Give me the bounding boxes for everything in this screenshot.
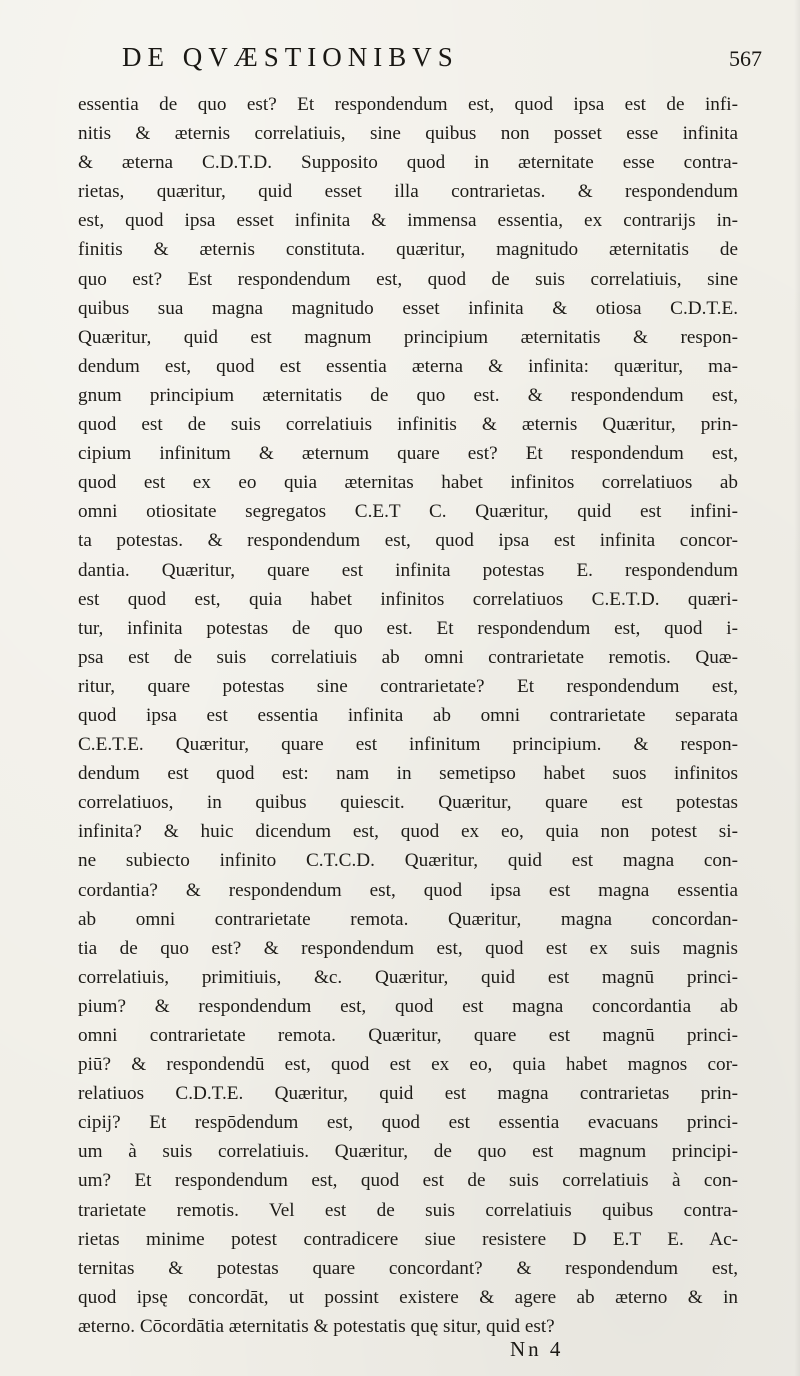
text-line: finitis & æternis constituta. quæritur, magnitudo æternitatis de xyxy=(78,239,738,261)
running-head xyxy=(122,38,762,78)
text-line: quod est de suis correlatiuis infinitis & æternis Quæritur, prin- xyxy=(78,414,738,436)
text-line: piū? & respondendū est, quod est ex eo, quia habet magnos cor- xyxy=(78,1054,738,1076)
text-line: dantia. Quæritur, quare est infinita potestas E. respondendum xyxy=(78,559,738,581)
text-line: um? Et respondendum est, quod est de suis correlatiuis à con- xyxy=(78,1170,738,1192)
text-line: correlatiuis, primitiuis, &c. Quæritur, quid est magnū princi- xyxy=(78,966,738,988)
text-line: cordantia? & respondendum est, quod ipsa est magna essentia xyxy=(78,879,738,901)
text-line: um à suis correlatiuis. Quæritur, de quo est magnum principi- xyxy=(78,1141,738,1163)
text-line: quod ipsę concordāt, ut possint existere & agere ab æterno & in xyxy=(78,1286,738,1308)
running-title: DE QVÆSTIONIBVS xyxy=(122,42,459,72)
text-line: & æterna C.D.T.D. Supposito quod in æternitate esse contra- xyxy=(78,152,738,174)
text-line: trarietate remotis. Vel est de suis correlatiuis quibus contra- xyxy=(78,1199,738,1221)
text-line: ab omni contrarietate remota. Quæritur, magna concordan- xyxy=(78,908,738,930)
text-line: cipium infinitum & æternum quare est? Et respondendum est, xyxy=(78,443,738,465)
text-line: omni otiositate segregatos C.E.T C. Quæritur, quid est infini- xyxy=(78,501,738,523)
catchword: Nn 4 xyxy=(510,1337,564,1361)
text-line: est, quod ipsa esset infinita & immensa essentia, ex contrarijs in- xyxy=(78,210,738,232)
text-line: tia de quo est? & respondendum est, quod est ex suis magnis xyxy=(78,937,738,959)
text-line: æterno. Cōcordātia æternitatis & potestatis quę situr, quid est? xyxy=(78,1315,555,1337)
page-number: 567 xyxy=(729,46,762,71)
text-line: est quod est, quia habet infinitos correlatiuos C.E.T.D. quæri- xyxy=(78,588,738,610)
text-line: ta potestas. & respondendum est, quod ipsa est infinita concor- xyxy=(78,530,738,552)
body-text xyxy=(78,90,738,1341)
text-line: omni contrarietate remota. Quæritur, quare est magnū princi- xyxy=(78,1025,738,1046)
text-line: quo est? Est respondendum est, quod de suis correlatiuis, sine xyxy=(78,268,738,290)
text-line: dendum est quod est: nam in semetipso habet suos infinitos xyxy=(78,763,738,785)
text-line: relatiuos C.D.T.E. Quæritur, quid est magna contrarietas prin- xyxy=(78,1083,738,1105)
text-line: psa est de suis correlatiuis ab omni contrarietate remotis. Quæ- xyxy=(78,646,738,668)
text-line: ne subiecto infinito C.T.C.D. Quæritur, quid est magna con- xyxy=(78,850,738,872)
text-line: ritur, quare potestas sine contrarietate? Et respondendum est, xyxy=(78,675,738,697)
text-line: infinita? & huic dicendum est, quod ex eo, quia non potest si- xyxy=(78,821,738,843)
text-line: quod ipsa est essentia infinita ab omni contrarietate separata xyxy=(78,704,738,726)
text-line: nitis & æternis correlatiuis, sine quibus non posset esse infinita xyxy=(78,123,738,145)
text-line: correlatiuos, in quibus quiescit. Quæritur, quare est potestas xyxy=(78,792,738,814)
text-line: ternitas & potestas quare concordant? & respondendum est, xyxy=(78,1257,738,1279)
text-line: dendum est, quod est essentia æterna & infinita: quæritur, ma- xyxy=(78,355,738,377)
signature-row xyxy=(78,1337,738,1367)
text-line: essentia de quo est? Et respondendum est, quod ipsa est de infi- xyxy=(78,94,738,115)
text-line: quibus sua magna magnitudo esset infinita & otiosa C.D.T.E. xyxy=(78,297,738,319)
text-line: Quæritur, quid est magnum principium æternitatis & respon- xyxy=(78,326,738,348)
text-line: C.E.T.E. Quæritur, quare est infinitum principium. & respon- xyxy=(78,734,738,756)
text-line: rietas, quæritur, quid esset illa contrarietas. & respondendum xyxy=(78,181,738,203)
text-line: quod est ex eo quia æternitas habet infinitos correlatiuos ab xyxy=(78,472,738,494)
text-line: gnum principium æternitatis de quo est. & respondendum est, xyxy=(78,384,738,406)
text-line: cipij? Et respōdendum est, quod est essentia evacuans princi- xyxy=(78,1112,738,1134)
text-line: rietas minime potest contradicere siue resistere D E.T E. Ac- xyxy=(78,1228,738,1250)
text-line: tur, infinita potestas de quo est. Et respondendum est, quod i- xyxy=(78,617,738,639)
page-edge-shadow xyxy=(794,0,800,1376)
text-line: pium? & respondendum est, quod est magna concordantia ab xyxy=(78,995,738,1017)
